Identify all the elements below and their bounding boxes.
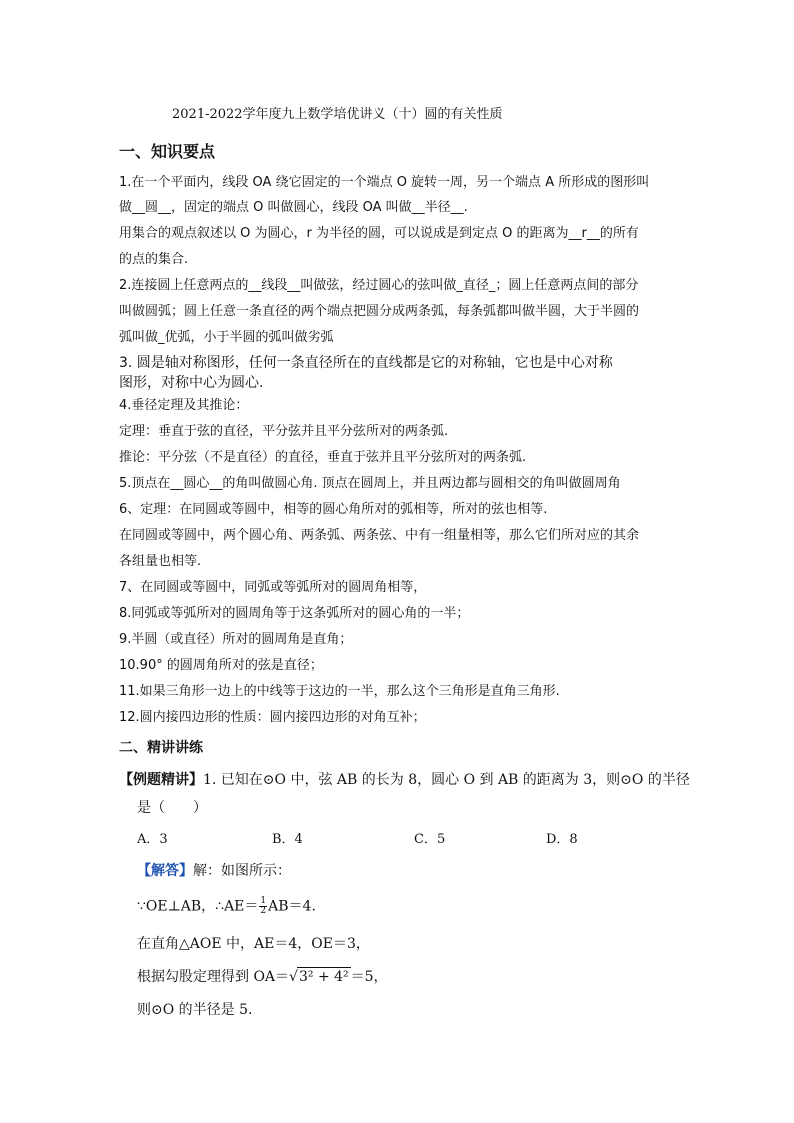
point-4-theorem: 定理：垂直于弦的直径，平分弦并且平分弦所对的两条弧. bbox=[119, 424, 449, 439]
document-title: 2021-2022学年度九上数学培优讲义（十）圆的有关性质 bbox=[172, 107, 503, 122]
point-5: 5.顶点在__圆心__的角叫做圆心角. 顶点在圆周上，并且两边都与圆相交的角叫做圆周角 bbox=[119, 476, 621, 491]
point-6-line-2: 在同圆或等圆中，两个圆心角、两条弧、两条弦、中有一组量相等，那么它们所对应的其余 bbox=[119, 528, 640, 543]
option-a: A．3 bbox=[137, 832, 168, 847]
solution-line-3-part-b: ＝5， bbox=[350, 969, 388, 985]
section-heading-lecture-practice: 二、精讲讲练 bbox=[119, 740, 203, 756]
point-4-heading: 4.垂径定理及其推论： bbox=[119, 398, 249, 413]
solution-intro: 解：如图所示： bbox=[193, 863, 291, 879]
point-7: 7、在同圆或等圆中，同弧或等弧所对的圆周角相等， bbox=[119, 580, 427, 595]
sqrt-radicand: 3² + 4² bbox=[298, 969, 349, 985]
option-c: C．5 bbox=[414, 832, 446, 847]
solution-line-1 bbox=[137, 897, 316, 916]
option-d: D．8 bbox=[546, 832, 578, 847]
fraction-numerator: 1 bbox=[260, 896, 267, 906]
solution-line-3-part-a: 根据勾股定理得到 OA＝ bbox=[137, 969, 290, 985]
example-stem-line-1 bbox=[119, 771, 690, 789]
point-2-line-2: 叫做圆弧；圆上任意一条直径的两个端点把圆分成两条弧，每条弧都叫做半圆，大于半圆的 bbox=[119, 304, 640, 319]
example-stem-line-2: 是（ ） bbox=[137, 800, 207, 816]
point-1-line-2: 做__圆__，固定的端点 O 叫做圆心，线段 OA 叫做__半径__. bbox=[119, 200, 468, 215]
point-4-corollary: 推论：平分弦（不是直径）的直径，垂直于弦并且平分弦所对的两条弧. bbox=[119, 450, 527, 465]
solution-line-4: 则⊙O 的半径是 5. bbox=[137, 1002, 253, 1018]
solution-tag: 【解答】 bbox=[137, 863, 193, 879]
point-12: 12.圆内接四边形的性质：圆内接四边形的对角互补； bbox=[119, 710, 426, 725]
point-11: 11.如果三角形一边上的中线等于这边的一半，那么这个三角形是直角三角形. bbox=[119, 684, 560, 699]
section-heading-key-points: 一、知识要点 bbox=[119, 142, 216, 161]
solution-line-3 bbox=[137, 967, 388, 986]
point-9: 9.半圆（或直径）所对的圆周角是直角； bbox=[119, 632, 353, 647]
point-10: 10.90° 的圆周角所对的弦是直径； bbox=[119, 658, 323, 673]
point-6-line-1: 6、定理：在同圆或等圆中，相等的圆心角所对的弧相等，所对的弦也相等. bbox=[119, 502, 548, 517]
example-tag: 【例题精讲】 bbox=[119, 772, 203, 788]
solution-line-1-part-b: AB＝4. bbox=[268, 898, 316, 915]
example-question-text: 1. 已知在⊙O 中，弦 AB 的长为 8，圆心 O 到 AB 的距离为 3，则⊙O 的半径 bbox=[203, 772, 690, 788]
point-3-line-2: 图形，对称中心为圆心. bbox=[119, 375, 264, 391]
point-1-line-4: 的点的集合. bbox=[119, 252, 189, 267]
solution-line-2: 在直角△AOE 中，AE＝4，OE＝3， bbox=[137, 936, 370, 952]
solution-intro-line bbox=[137, 862, 291, 880]
point-8: 8.同弧或等弧所对的圆周角等于这条弧所对的圆心角的一半； bbox=[119, 606, 470, 621]
point-1-line-3: 用集合的观点叙述以 O 为圆心，r 为半径的圆，可以说成是到定点 O 的距离为__r__的所有 bbox=[119, 226, 639, 241]
point-3-line-1: 3. 圆是轴对称图形，任何一条直径所在的直线都是它的对称轴，它也是中心对称 bbox=[119, 355, 613, 371]
point-2-line-1: 2.连接圆上任意两点的__线段__叫做弦，经过圆心的弦叫做_直径_；圆上任意两点间的部分 bbox=[119, 278, 639, 293]
point-2-line-3: 弧叫做_优弧，小于半圆的弧叫做劣弧 bbox=[119, 330, 334, 345]
point-1-line-1: 1.在一个平面内，线段 OA 绕它固定的一个端点 O 旋转一周，另一个端点 A 所形成的图形叫 bbox=[119, 175, 650, 190]
fraction-one-half bbox=[259, 897, 267, 916]
fraction-denominator: 2 bbox=[260, 906, 267, 916]
solution-line-1-part-a: ∵OE⊥AB，∴AE＝ bbox=[137, 898, 259, 915]
sqrt-icon: √ bbox=[289, 969, 298, 985]
point-6-line-3: 各组量也相等. bbox=[119, 554, 202, 569]
option-b: B．4 bbox=[272, 832, 303, 847]
